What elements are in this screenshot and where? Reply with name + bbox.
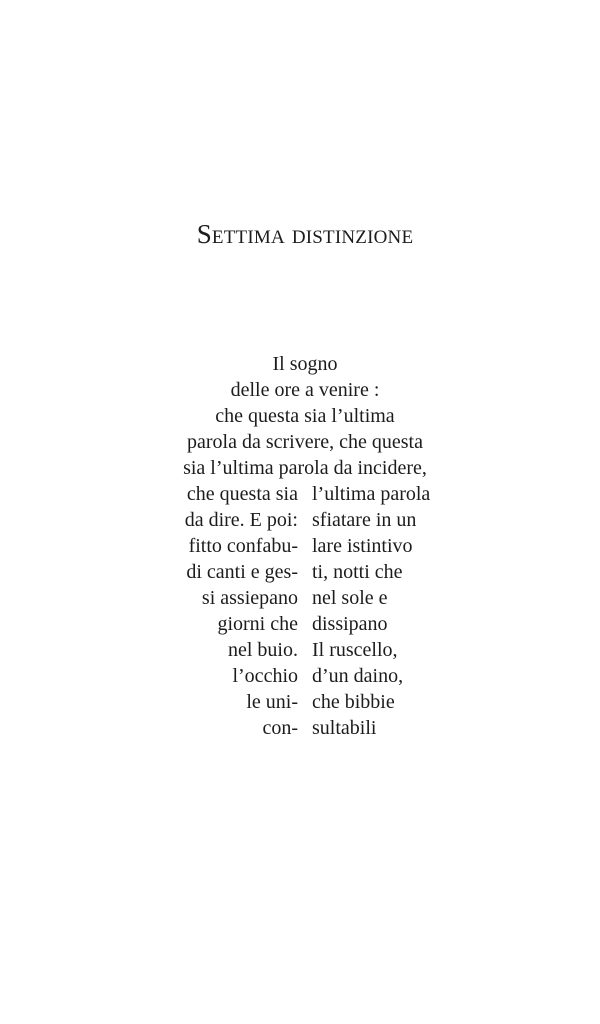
poem-line-left: l’occhio xyxy=(232,665,298,687)
poem-line-right: lare istintivo xyxy=(312,535,413,557)
poem-split-line xyxy=(0,715,600,741)
poem-line-right: dissipano xyxy=(312,613,388,635)
poem xyxy=(0,351,600,741)
poem-line: che questa sia l’ultima xyxy=(215,405,395,427)
poem-split-line xyxy=(0,689,600,715)
poem-line-left: giorni che xyxy=(217,613,298,635)
poem-line-right: sultabili xyxy=(312,717,377,739)
poem-split-line xyxy=(0,481,600,507)
poem-split-line xyxy=(0,663,600,689)
poem-line-right: d’un daino, xyxy=(312,665,404,687)
poem-line-left: nel buio. xyxy=(228,639,298,661)
poem-line-right: ti, notti che xyxy=(312,561,403,583)
poem-split-line xyxy=(0,533,600,559)
poem-line-right: Il ruscello, xyxy=(312,639,398,661)
poem-split-line xyxy=(0,507,600,533)
poem-line-left: da dire. E poi: xyxy=(184,509,298,531)
chapter-title: Settima distinzione xyxy=(196,219,414,249)
poem-line-left: di canti e ges- xyxy=(186,561,298,583)
poem-line-left: che questa sia xyxy=(186,483,298,505)
poem-line-right: sfiatare in un xyxy=(312,509,417,531)
poem-line-left: con- xyxy=(262,717,298,739)
poem-line-right: che bibbie xyxy=(312,691,395,713)
poem-line: delle ore a venire : xyxy=(230,379,380,401)
poem-line: Il sogno xyxy=(272,353,338,375)
poem-split-line xyxy=(0,585,600,611)
poem-line: sia l’ultima parola da incidere, xyxy=(183,457,427,479)
poem-line-left: le uni- xyxy=(246,691,298,713)
poem-line-right: l’ultima parola xyxy=(312,483,431,505)
poem-line-left: fitto confabu- xyxy=(188,535,298,557)
poem-line: parola da scrivere, che questa xyxy=(187,431,423,453)
poem-line-right: nel sole e xyxy=(312,587,388,609)
poem-split-line xyxy=(0,559,600,585)
poem-split-line xyxy=(0,637,600,663)
poem-line-left: si assiepano xyxy=(201,587,298,609)
poem-split-line xyxy=(0,611,600,637)
